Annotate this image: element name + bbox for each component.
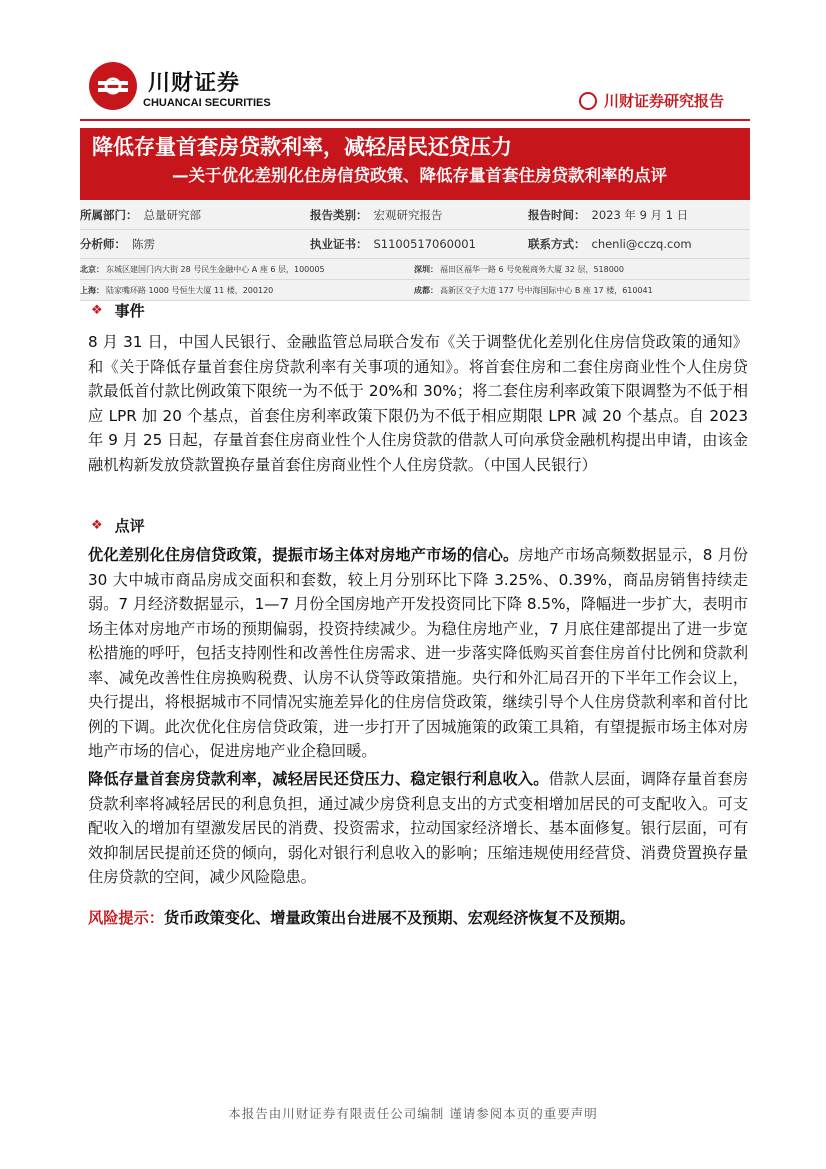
office-shanghai-address: 陆家嘴环路 1000 号恒生大厦 11 楼，200120 <box>106 285 274 295</box>
dept-value: 总量研究部 <box>143 208 201 222</box>
info-row-meta <box>80 201 750 230</box>
info-row-analyst <box>80 230 750 259</box>
header-divider <box>80 119 750 121</box>
review-heading <box>91 515 145 536</box>
office-shenzhen-address: 福田区福华一路 6 号免税商务大厦 32 层，518000 <box>440 264 624 274</box>
analyst-label: 分析师： <box>80 237 126 251</box>
report-title: 降低存量首套房贷款利率，减轻居民还贷压力 <box>92 135 512 159</box>
review-p1-text: 房地产市场高频数据显示，8 月份 30 大中城市商品房成交面积和套数，较上月分别环比下降 3.25%、0.39%，商品房销售持续走弱。7 月经济数据显示，1—7 月份全国房地产开发投资同比下降 8.5%，降幅进一步扩大，表明市场主体对房地产市场的预期偏弱，投资持续减少。为稳住房地产业，7 月底住建部提出了进一步宽松措施的呼吁，包括支持刚性和改善性住房需求、进一步落实降低购买首套住房首付比例和贷款利率、减免改善性住房换购税费、认房不认贷等政策措施。央行和外汇局召开的下半年工作会议上，央行提出，将根据城市不同情况实施差异化的住房信贷政策，继续引导个人住房贷款利率和首付比例的下调。此次优化住房信贷政策，进一步打开了因城施策的政策工具箱，有望提振市场主体对房地产市场的信心，促进房地产业企稳回暖。 <box>88 546 749 760</box>
office-chengdu-label: 成都： <box>414 285 438 295</box>
company-logo-icon <box>89 62 137 110</box>
contact-label: 联系方式： <box>528 237 586 251</box>
time-label: 报告时间： <box>528 208 586 222</box>
info-row-offices-1 <box>80 259 750 280</box>
risk-label: 风险提示： <box>88 909 164 927</box>
review-p1-lead: 优化差别化住房信贷政策，提振市场主体对房地产市场的信心。 <box>88 546 519 564</box>
report-info-table <box>80 201 750 301</box>
diamond-bullet-icon: ❖ <box>91 518 103 533</box>
review-heading-text: 点评 <box>114 517 145 535</box>
time-value: 2023 年 9 月 1 日 <box>591 208 689 222</box>
cert-value: S1100517060001 <box>373 237 476 251</box>
analyst-value: 陈雳 <box>132 237 155 251</box>
info-row-offices-2 <box>80 280 750 301</box>
event-heading-text: 事件 <box>114 302 145 320</box>
office-beijing-label: 北京： <box>80 264 104 274</box>
report-badge-icon <box>579 92 597 110</box>
review-paragraph-2 <box>88 767 748 890</box>
type-label: 报告类别： <box>310 208 368 222</box>
office-shanghai-label: 上海： <box>80 285 104 295</box>
risk-warning <box>88 906 748 931</box>
office-beijing-address: 东城区建国门内大街 28 号民生金融中心 A 座 6 层，100005 <box>106 264 325 274</box>
event-paragraph: 8 月 31 日，中国人民银行、金融监管总局联合发布《关于调整优化差别化住房信贷政策的通知》和《关于降低存量首套住房贷款利率有关事项的通知》。将首套住房和二套住房商业性个人住房贷款最低首付款比例政策下限统一为不低于 20%和 30%；将二套住房利率政策下限调整为不低于相应 LPR 加 20 个基点，首套住房利率政策下限仍为不低于相应期限 LPR 减 20 个基点。自 2023 年 9 月 25 日起，存量首套住房商业性个人住房贷款的借款人可向承贷金融机构提出申请，由该金融机构新发放贷款置换存量首套住房商业性个人住房贷款。（中国人民银行） <box>88 333 748 474</box>
dept-label: 所属部门： <box>80 208 138 222</box>
office-shenzhen-label: 深圳： <box>414 264 438 274</box>
review-p2-text: 借款人层面，调降存量首套房贷款利率将减轻居民的利息负担，通过减少房贷利息支出的方式变相增加居民的可支配收入。可支配收入的增加有望激发居民的消费、投资需求，拉动国家经济增长、基本面修复。银行层面，可有效抑制居民提前还贷的倾向，弱化对银行利息收入的影响；压缩违规使用经营贷、消费贷置换存量住房贷款的空间，减少风险隐患。 <box>88 770 749 886</box>
review-paragraph-1 <box>88 543 748 764</box>
footer-disclaimer: 本报告由川财证券有限责任公司编制 谨请参阅本页的重要声明 <box>228 1106 598 1121</box>
office-chengdu-address: 高新区交子大道 177 号中海国际中心 B 座 17 楼，610041 <box>440 285 653 295</box>
contact-email[interactable]: chenli@cczq.com <box>591 237 692 251</box>
diamond-bullet-icon: ❖ <box>91 303 103 318</box>
company-name-cn: 川财证券 <box>148 71 241 96</box>
report-subtitle: —关于优化差别化住房信贷政策、降低存量首套住房贷款利率的点评 <box>172 166 667 185</box>
risk-text: 货币政策变化、增量政策出台进展不及预期、宏观经济恢复不及预期。 <box>163 909 635 927</box>
type-value: 宏观研究报告 <box>373 208 443 222</box>
review-p2-lead: 降低存量首套房贷款利率，减轻居民还贷压力、稳定银行利息收入。 <box>88 770 549 788</box>
report-series-label: 川财证券研究报告 <box>604 92 725 110</box>
cert-label: 执业证书： <box>310 237 368 251</box>
event-heading <box>91 300 145 321</box>
company-name-en: CHUANCAI SECURITIES <box>143 97 271 109</box>
